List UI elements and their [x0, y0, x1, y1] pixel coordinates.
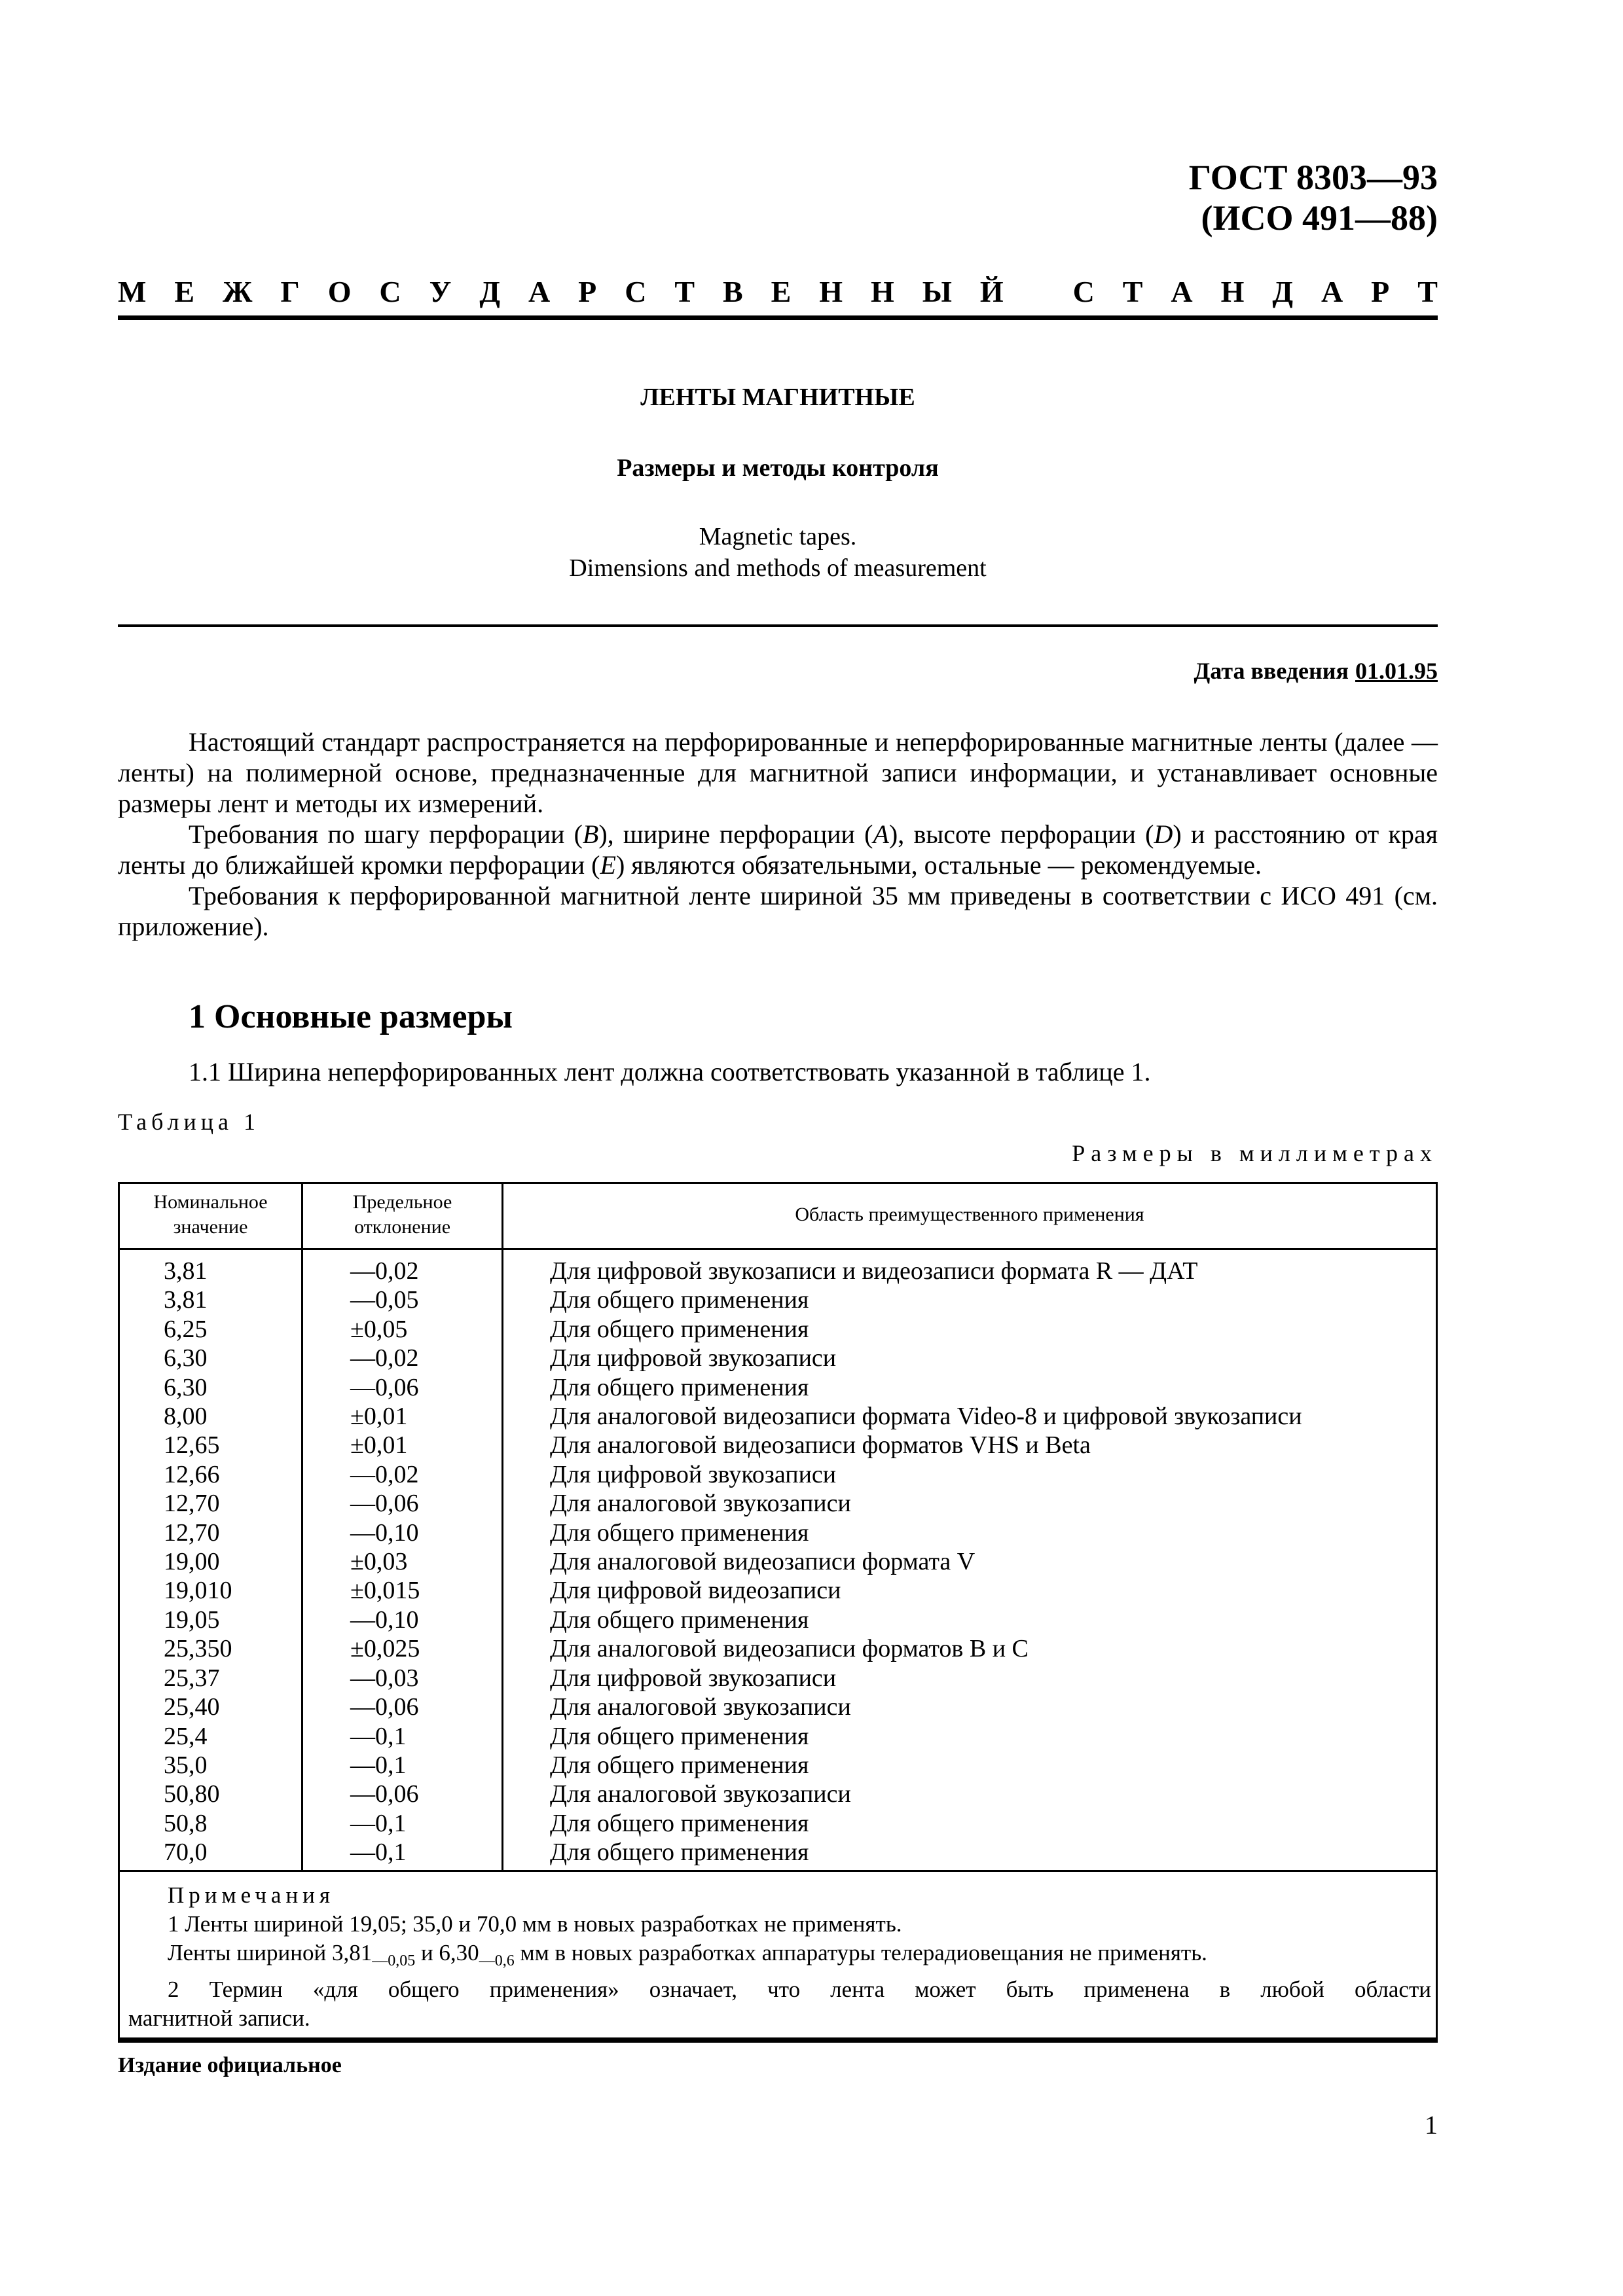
table-cell-deviation: —0,1: [350, 1809, 407, 1837]
table-cell-application: Для аналоговой звукозаписи: [550, 1490, 851, 1518]
interstate-letter: Й: [979, 275, 1004, 308]
column-application: [550, 1257, 1302, 1867]
interstate-letter: Р: [578, 275, 597, 308]
table-units: Размеры в миллиметрах: [1072, 1140, 1438, 1166]
interstate-letter: Н: [819, 275, 843, 308]
table-cell-application: Для цифровой звукозаписи и видеозаписи формата R — ДАТ: [550, 1257, 1198, 1285]
table-cell-application: Для аналоговой видеозаписи форматов VHS и Beta: [550, 1431, 1091, 1460]
gost-number: ГОСТ 8303—93: [1188, 158, 1438, 197]
interstate-letter: Д: [479, 275, 500, 308]
interstate-letter: У: [429, 275, 452, 308]
intro-date: [1194, 655, 1438, 687]
table-cell-deviation: ±0,01: [350, 1403, 408, 1431]
clause-1-1: 1.1 Ширина неперфорированных лент должна соответствовать указанной в таблице 1.: [189, 1057, 1151, 1086]
header-deviation: Предельное отклонение: [352, 1191, 452, 1238]
table-cell-deviation: —0,1: [350, 1722, 407, 1750]
interstate-letter: Т: [1122, 275, 1143, 308]
interstate-letter: В: [723, 275, 743, 308]
intro-date-value: 01.01.95: [1355, 658, 1438, 684]
document-title: ЛЕНТЫ МАГНИТНЫЕ: [640, 384, 915, 411]
table-header-rule: [118, 1248, 1438, 1250]
table-cell-application: Для общего применения: [550, 1286, 809, 1314]
table-cell-application: Для аналоговой звукозаписи: [550, 1693, 851, 1721]
table-cell-deviation: ±0,03: [350, 1548, 408, 1576]
table-cell-nominal: 25,40: [164, 1693, 220, 1721]
interstate-letter: Ж: [223, 275, 253, 308]
header-rule: [118, 315, 1438, 320]
table-cell-nominal: 6,30: [164, 1373, 208, 1401]
table-cell-deviation: —0,02: [350, 1460, 419, 1488]
note-2-line1: 2 Термин «для общего применения» означает, что лента может быть применена в любой области: [168, 1977, 1431, 2002]
header-application: Область преимущественного применения: [795, 1204, 1144, 1225]
table-notes-rule: [118, 1870, 1438, 1872]
table-cell-deviation: —0,1: [350, 1751, 407, 1779]
table-cell-nominal: 19,00: [164, 1548, 220, 1576]
table-cell-nominal: 25,350: [164, 1635, 232, 1663]
table-cell-application: Для аналоговой видеозаписи формата Video-8 и цифровой звукозаписи: [550, 1403, 1302, 1431]
table-cell-nominal: 12,66: [164, 1460, 220, 1488]
table-cell-deviation: ±0,015: [350, 1577, 420, 1605]
table-cell-deviation: ±0,01: [350, 1431, 408, 1460]
intro-date-label: Дата введения: [1194, 658, 1349, 684]
note-1b: Ленты шириной $3,81_{—0,05}$ и $6,30_{—0,6}$ мм в новых разработках аппаратуры телерадиовещания не применять.: [168, 1940, 1207, 1969]
table-cell-deviation: ±0,025: [350, 1635, 420, 1663]
english-title-line1: Magnetic tapes.: [699, 523, 857, 550]
table-cell-application: Для общего применения: [550, 1839, 809, 1867]
interstate-letter: Е: [174, 275, 195, 308]
table-column-divider: [501, 1182, 503, 1872]
table-cell-deviation: —0,06: [350, 1693, 419, 1721]
table-cell-application: Для аналоговой видеозаписи формата V: [550, 1548, 976, 1576]
english-title: [118, 521, 1438, 584]
table-column-divider: [301, 1182, 303, 1872]
table-cell-nominal: 25,37: [164, 1664, 220, 1692]
column-nominal: [164, 1257, 232, 1867]
english-title-line2: Dimensions and methods of measurement: [569, 554, 987, 582]
interstate-letter: Н: [1220, 275, 1245, 308]
table-cell-nominal: 19,010: [164, 1577, 232, 1605]
interstate-word-gap: [1032, 272, 1045, 312]
table-cell-nominal: 50,8: [164, 1809, 208, 1837]
title-rule: [118, 624, 1438, 627]
table-label: Таблица 1: [118, 1109, 260, 1135]
table-cell-nominal: 12,65: [164, 1431, 220, 1460]
interstate-letter: А: [1171, 275, 1193, 308]
table-cell-deviation: —0,06: [350, 1373, 419, 1401]
table-cell-application: Для цифровой звукозаписи: [550, 1344, 837, 1372]
table-cell-deviation: —0,05: [350, 1286, 419, 1314]
table-cell-nominal: 6,30: [164, 1344, 208, 1372]
official-edition: Издание официальное: [118, 2053, 342, 2077]
iso-number: (ИСО 491—88): [1201, 198, 1438, 238]
interstate-standard-heading: [118, 272, 1438, 312]
document-subtitle: Размеры и методы контроля: [617, 454, 939, 482]
table-cell-application: Для общего применения: [550, 1809, 809, 1837]
notes-title: Примечания: [168, 1882, 335, 1908]
table-cell-application: Для общего применения: [550, 1605, 809, 1634]
table-cell-application: Для цифровой звукозаписи: [550, 1664, 837, 1692]
page-number: 1: [1425, 2110, 1438, 2140]
footer-rule: [118, 2039, 1438, 2043]
table-cell-nominal: 12,70: [164, 1490, 220, 1518]
table-cell-deviation: —0,1: [350, 1839, 407, 1867]
interstate-letter: С: [1072, 275, 1095, 308]
interstate-letter: Р: [1371, 275, 1390, 308]
table-cell-deviation: —0,02: [350, 1257, 419, 1285]
table-notes: [128, 1881, 1431, 2033]
note-1: 1 Ленты шириной 19,05; 35,0 и 70,0 мм в новых разработках не применять.: [168, 1911, 902, 1937]
table-cell-application: Для цифровой видеозаписи: [550, 1577, 841, 1605]
table-cell-nominal: 8,00: [164, 1403, 208, 1431]
table-cell-deviation: —0,06: [350, 1780, 419, 1808]
interstate-letter: Н: [871, 275, 894, 308]
table-cell-application: Для аналоговой звукозаписи: [550, 1780, 851, 1808]
note-2-line2: магнитной записи.: [128, 2005, 310, 2031]
table-cell-nominal: 3,81: [164, 1286, 208, 1314]
intro-paragraph-1: Настоящий стандарт распространяется на перфорированные и неперфорированные магнитные ленты (далее — ленты) на полимерной основе, предназначенные для магнитной записи информации, и устанавливает основные размеры лент и методы их измерений.: [118, 727, 1438, 818]
table-cell-application: Для общего применения: [550, 1751, 809, 1779]
interstate-letter: О: [327, 275, 352, 308]
column-deviation: [350, 1257, 420, 1867]
table-cell-nominal: 50,80: [164, 1780, 220, 1808]
interstate-letter: Ы: [922, 275, 952, 308]
section-1-heading: 1 Основные размеры: [189, 998, 513, 1035]
interstate-letter: Д: [1272, 275, 1293, 308]
table-cell-deviation: —0,06: [350, 1490, 419, 1518]
interstate-letter: А: [1321, 275, 1343, 308]
table-cell-nominal: 70,0: [164, 1839, 208, 1867]
interstate-letter: Т: [1417, 275, 1438, 308]
table-cell-nominal: 19,05: [164, 1605, 220, 1634]
table-cell-nominal: 25,4: [164, 1722, 208, 1750]
intro-paragraph-2: Требования по шагу перфорации (B), ширине перфорации (A), высоте перфорации (D) и расстоянию от края ленты до ближайшей кромки перфорации (E) являются обязательными, остальные — рекомендуемые.: [118, 819, 1438, 880]
table-cell-application: Для аналоговой видеозаписи форматов В и С: [550, 1635, 1029, 1663]
interstate-letter: Е: [771, 275, 792, 308]
table-cell-deviation: —0,02: [350, 1344, 419, 1372]
gost-designation: [1189, 157, 1438, 238]
table-cell-application: Для общего применения: [550, 1518, 809, 1547]
intro-text: [118, 726, 1438, 942]
table-cell-nominal: 3,81: [164, 1257, 208, 1285]
interstate-letter: Г: [280, 275, 300, 308]
interstate-letter: С: [379, 275, 401, 308]
table-cell-deviation: —0,10: [350, 1518, 419, 1547]
interstate-letter: А: [528, 275, 551, 308]
table-cell-nominal: 12,70: [164, 1518, 220, 1547]
table-cell-application: Для общего применения: [550, 1373, 809, 1401]
table-cell-deviation: —0,03: [350, 1664, 419, 1692]
intro-paragraph-3: Требования к перфорированной магнитной ленте шириной 35 мм приведены в соответствии с ИСО 491 (см. приложение).: [118, 881, 1438, 941]
header-nominal: Номинальное значение: [153, 1191, 268, 1238]
table-cell-application: Для общего применения: [550, 1722, 809, 1750]
interstate-letter: С: [625, 275, 647, 308]
table-cell-application: Для общего применения: [550, 1315, 809, 1343]
table-cell-deviation: —0,10: [350, 1605, 419, 1634]
interstate-letter: Т: [674, 275, 695, 308]
table-cell-application: Для цифровой звукозаписи: [550, 1460, 837, 1488]
table-cell-nominal: 35,0: [164, 1751, 208, 1779]
interstate-letter: М: [118, 275, 147, 308]
table-cell-deviation: ±0,05: [350, 1315, 408, 1343]
table-cell-nominal: 6,25: [164, 1315, 208, 1343]
